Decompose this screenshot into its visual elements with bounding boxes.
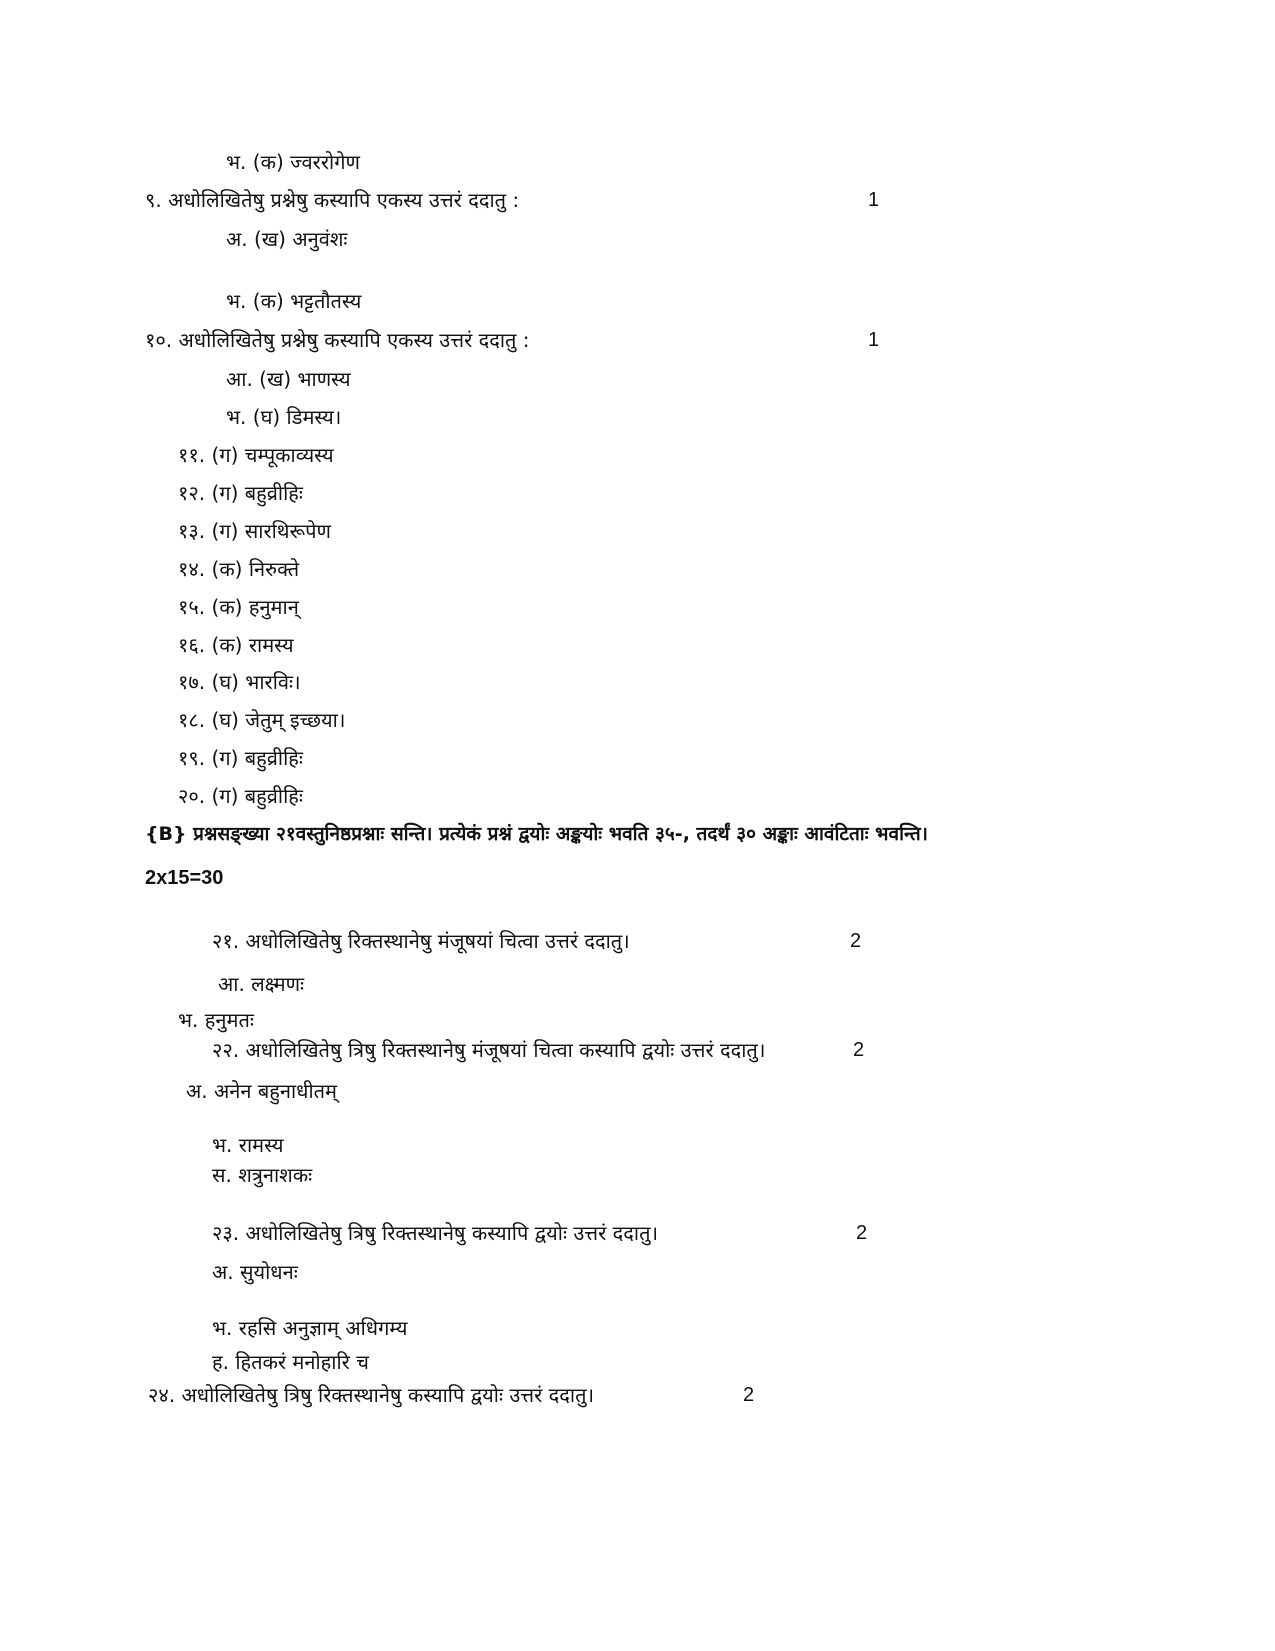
answer-22-option-sa: स. शत्रुनाशकः — [212, 1163, 313, 1187]
question-24: २४. अधोलिखितेषु त्रिषु रिक्तस्थानेषु कस्यापि द्वयोः उत्तरं ददातु। — [148, 1383, 595, 1407]
answer-22-option-a: अ. अनेन बहुनाधीतम् — [186, 1079, 337, 1103]
question-9: ९. अधोलिखितेषु प्रश्नेषु कस्यापि एकस्य उत्तरं ददातु : — [145, 188, 520, 212]
answer-21-option-aa: आ. लक्ष्मणः — [218, 972, 305, 996]
section-b-total: 2x15=30 — [145, 867, 224, 889]
answer-8-option-bha: भ. (क) ज्वररोगेण — [226, 150, 360, 174]
answer-16: १६. (क) रामस्य — [178, 633, 294, 657]
answer-21-option-bha: भ. हनुमतः — [178, 1008, 254, 1032]
answer-22-option-bha: भ. रामस्य — [212, 1133, 284, 1157]
answer-17: १७. (घ) भारविः। — [178, 670, 301, 694]
question-22-marks: 2 — [853, 1039, 865, 1061]
question-24-marks: 2 — [743, 1384, 755, 1406]
question-23-marks: 2 — [856, 1222, 868, 1244]
answer-12: १२. (ग) बहुव्रीहिः — [178, 481, 303, 505]
question-21: २१. अधोलिखितेषु रिक्तस्थानेषु मंजूषयां चित्वा उत्तरं ददातु। — [212, 929, 630, 953]
answer-23-option-a: अ. सुयोधनः — [212, 1260, 298, 1284]
answer-11: ११. (ग) चम्पूकाव्यस्य — [178, 443, 334, 467]
question-22: २२. अधोलिखितेषु त्रिषु रिक्तस्थानेषु मंजूषयां चित्वा कस्यापि द्वयोः उत्तरं ददातु। — [212, 1038, 766, 1062]
answer-15: १५. (क) हनुमान् — [178, 595, 299, 619]
answer-10-option-bha: भ. (घ) डिमस्य। — [226, 405, 342, 429]
question-9-marks: 1 — [868, 189, 880, 211]
section-b-heading: {B} प्रश्नसङ्ख्या २१वस्तुनिष्ठप्रश्नाः सन्ति। प्रत्येकं प्रश्नं द्वयोः अङ्कयोः भवति ३५-, तदर्थं ३० अङ्काः आवंटिताः भवन्ति। — [145, 823, 928, 845]
question-10: १०. अधोलिखितेषु प्रश्नेषु कस्यापि एकस्य उत्तरं ददातु : — [145, 328, 530, 352]
question-21-marks: 2 — [850, 930, 862, 952]
answer-9-option-bha: भ. (क) भट्टतौतस्य — [226, 289, 362, 313]
answer-19: १९. (ग) बहुव्रीहिः — [178, 746, 303, 770]
answer-20: २०. (ग) बहुव्रीहिः — [178, 784, 303, 808]
answer-23-option-ha: ह. हितकरं मनोहारि च — [212, 1350, 369, 1374]
answer-13: १३. (ग) सारथिरूपेण — [178, 519, 331, 543]
question-23: २३. अधोलिखितेषु त्रिषु रिक्तस्थानेषु कस्यापि द्वयोः उत्तरं ददातु। — [212, 1221, 659, 1245]
answer-10-option-aa: आ. (ख) भाणस्य — [226, 367, 351, 391]
question-10-marks: 1 — [868, 329, 880, 351]
answer-23-option-bha: भ. रहसि अनुज्ञाम् अधिगम्य — [212, 1316, 408, 1340]
answer-9-option-a: अ. (ख) अनुवंशः — [226, 227, 348, 251]
answer-14: १४. (क) निरुक्ते — [178, 557, 300, 581]
answer-18: १८. (घ) जेतुम् इच्छया। — [178, 708, 346, 732]
